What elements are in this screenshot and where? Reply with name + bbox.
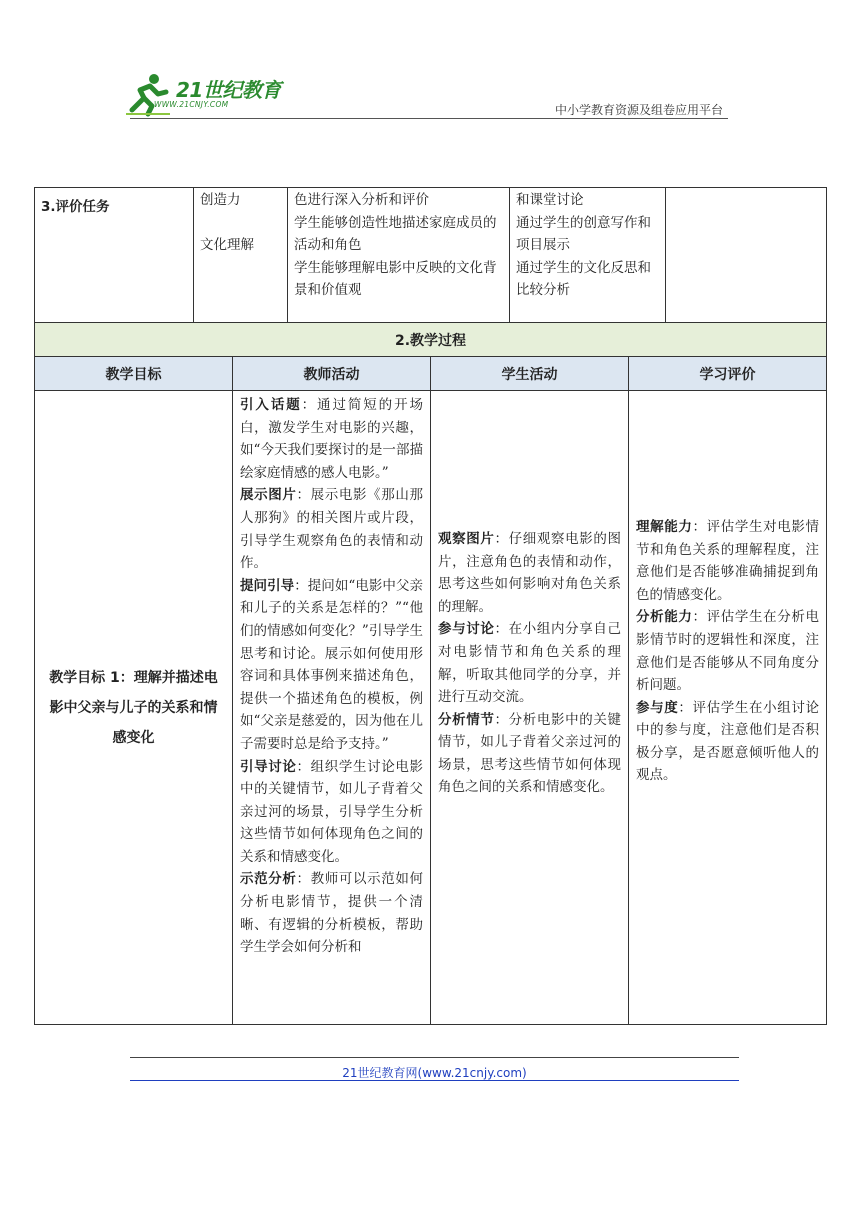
student-activity: 分析情节：分析电影中的关键情节，如儿子背着父亲过河的场景，思考这些情节如何体现角色之间的关系和情感变化。: [438, 711, 621, 796]
section-title: 2.教学过程: [35, 323, 827, 357]
logo-url: WWW.21CNJY.COM: [154, 100, 229, 109]
evaluation-task-criteria: [288, 188, 510, 328]
method-line: 通过学生的创意写作和项目展示: [516, 214, 651, 253]
learning-evaluation: [629, 391, 827, 1025]
teacher-activity: 引导讨论：组织学生讨论电影中的关键情节，如儿子背着父亲过河的场景，引导学生分析这些情节如何体现角色之间的关系和情感变化。: [240, 758, 423, 865]
evaluation-item: 理解能力：评估学生对电影情节和角色关系的理解程度，注意他们是否能够准确捕捉到角色的情感变化。: [636, 518, 819, 603]
teacher-activity: 展示图片：展示电影《那山那人那狗》的相关图片或片段，引导学生观察角色的表情和动作。: [240, 487, 423, 572]
logo-text: 21世纪教育: [176, 78, 281, 102]
student-activity: 观察图片：仔细观察电影的图片，注意角色的表情和动作，思考这些如何影响对角色关系的理解。: [438, 530, 621, 615]
evaluation-task-methods: [510, 188, 666, 328]
teacher-activity: 引入话题：通过简短的开场白，激发学生对电影的兴趣，如“今天我们要探讨的是一部描绘家庭情感的感人电影。”: [240, 397, 423, 481]
table-row: [35, 391, 827, 1025]
platform-name: 中小学教育资源及组卷应用平台: [554, 103, 723, 117]
evaluation-task-row: [35, 188, 827, 328]
student-activities: [431, 391, 629, 1025]
evaluation-task-title: 3.评价任务: [35, 188, 194, 328]
footer-site-link[interactable]: 21世纪教育网(www.21cnjy.com): [342, 1066, 527, 1080]
criteria-line: 学生能够理解电影中反映的文化背景和价值观: [294, 259, 497, 298]
criteria-line: 色进行深入分析和评价: [294, 192, 429, 208]
teacher-activity: 示范分析：教师可以示范如何分析电影情节，提供一个清晰、有逻辑的分析模板，帮助学生学会如何分析和: [240, 871, 423, 956]
table-header-row: [35, 357, 827, 391]
skill-line: 创造力: [200, 192, 241, 208]
criteria-line: 学生能够创造性地描述家庭成员的活动和角色: [294, 214, 497, 253]
evaluation-task-table: [34, 187, 827, 328]
section-title-row: [35, 323, 827, 357]
student-activity: 参与讨论：在小组内分享自己对电影情节和角色关系的理解，听取其他同学的分享，并进行互动交流。: [438, 621, 621, 706]
header-divider: [130, 118, 728, 119]
header-evaluation: 学习评价: [629, 357, 827, 391]
evaluation-item: 分析能力：评估学生在分析电影情节时的逻辑性和深度，注意他们是否能够从不同角度分析问题。: [636, 609, 819, 694]
header-goal: 教学目标: [35, 357, 233, 391]
evaluation-item: 参与度：评估学生在小组讨论中的参与度，注意他们是否积极分享，是否愿意倾听他人的观点。: [636, 699, 819, 784]
teacher-activity: 提问引导：提问如“电影中父亲和儿子的关系是怎样的？”“他们的情感如何变化？”引导学生思考和讨论。展示如何使用形容词和具体事例来描述角色，提供一个描述角色的模板，例如“父亲是慈爱的，因为他在儿子需要时总是给予支持。”: [240, 577, 423, 752]
method-line: 和课堂讨论: [516, 192, 584, 208]
header-teacher: 教师活动: [233, 357, 431, 391]
runner-logo-icon: [124, 70, 172, 118]
footer-link-underline: [130, 1080, 739, 1081]
teaching-process-table: [34, 322, 827, 1025]
teacher-activities: [233, 391, 431, 1025]
page-header: [0, 0, 860, 130]
evaluation-task-skills: [194, 188, 288, 328]
header-student: 学生活动: [431, 357, 629, 391]
method-line: 通过学生的文化反思和比较分析: [516, 259, 651, 298]
skill-line: [200, 212, 281, 235]
site-logo: [124, 70, 294, 122]
teaching-goal: 教学目标 1：理解并描述电影中父亲与儿子的关系和情感变化: [35, 391, 233, 1025]
skill-line: 文化理解: [200, 237, 254, 253]
footer-divider: [130, 1057, 739, 1058]
evaluation-task-empty: [666, 188, 827, 328]
